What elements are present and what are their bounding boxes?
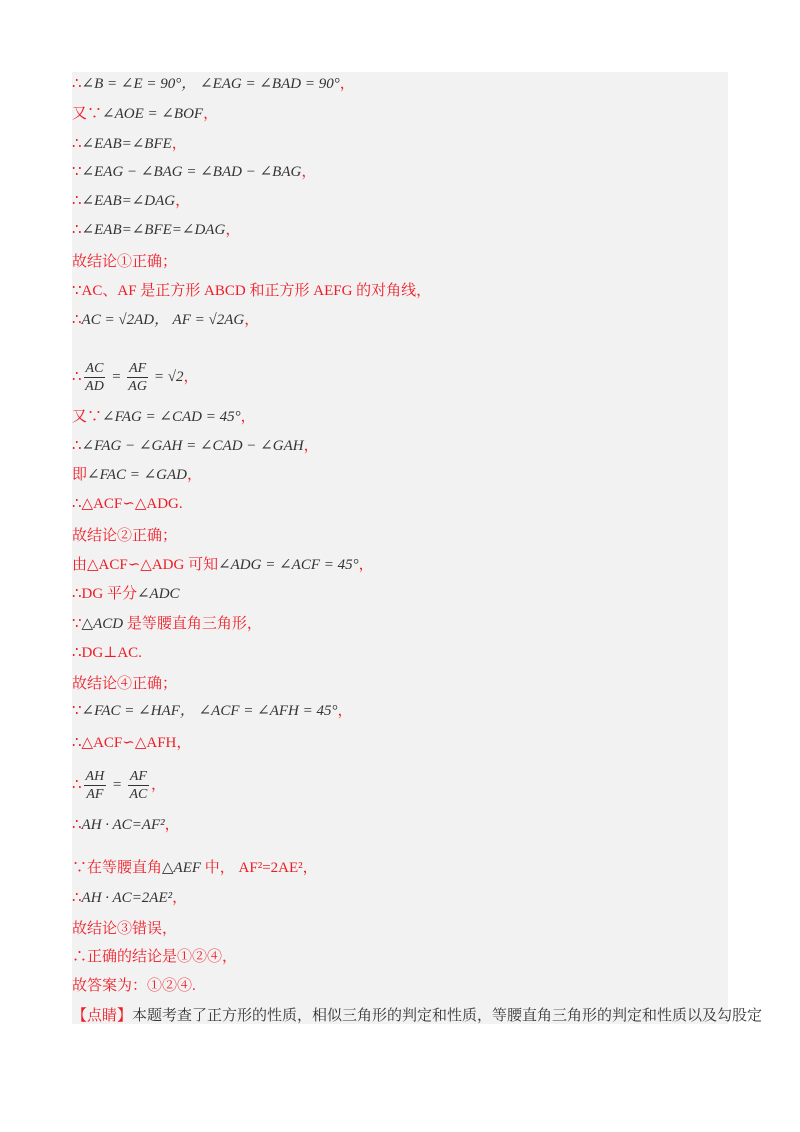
solution-line [72,858,728,878]
line-prefix: ∴ [72,890,82,906]
solution-line [72,360,728,395]
solution-line [72,134,728,154]
line-prefix: ∴ [72,136,82,152]
solution-line [72,407,728,427]
line-prefix: ∴ [72,193,82,209]
line-prefix: ∴DG⊥AC. [72,645,142,661]
solution-line [72,436,728,456]
fraction: $\frac{AC}{AD}$ [85,361,104,394]
line-prefix: 由△ACF∽△ADG 可知 [72,557,219,573]
fraction: $\frac{AF}{AC}$ [129,769,148,802]
solution-line [72,252,728,272]
math-expression: ∠ADG = ∠ACF = 45° [218,557,359,573]
line-prefix: ∴正确的结论是①②④， [72,949,238,965]
math-expression: ∠EAB=∠BFE [81,136,172,152]
solution-line [72,888,728,908]
solution-line [72,768,728,803]
math-expression: △AEF [162,860,202,876]
line-suffix: ， [240,409,256,425]
line-suffix: ， [164,817,180,833]
line-prefix: 故答案为：①②④. [72,978,196,994]
line-prefix: ∴△ACF∽△AFH， [72,735,192,751]
line-prefix: ∴ [72,776,82,793]
math-expression: $\frac{AH}{AF}$ = $\frac{AF}{AC}$ [85,769,148,802]
line-prefix: ∴ [72,76,82,92]
line-suffix: ， [203,106,219,122]
line-prefix: 故结论②正确； [72,528,178,544]
line-suffix: ， [301,164,317,180]
line-prefix: ∵在等腰直角 [72,860,163,876]
solution-line [72,494,728,514]
line-suffix: ， [150,776,166,793]
line-prefix: 即 [72,467,88,483]
solution-line [72,976,728,996]
solution-line [72,733,728,753]
math-expression: AH · AC=AF² [81,817,165,833]
dianjing-line [72,1006,763,1026]
solution-line [72,815,728,835]
solution-line [72,526,728,546]
solution-line [72,465,728,485]
math-expression: ∠EAB=∠DAG [81,193,176,209]
line-prefix: ∴DG 平分 [72,586,137,602]
line-prefix: 故结论③错误， [72,921,178,937]
line-suffix: ， [303,438,319,454]
line-prefix: 故结论①正确； [72,254,178,270]
line-suffix: ， [187,467,203,483]
line-prefix: 故结论④正确； [72,676,178,692]
line-prefix: 又∵ [72,106,103,122]
solution-line [72,162,728,182]
line-suffix: ， [225,222,241,238]
math-expression: △ACD [81,616,124,632]
math-expression: ∠FAC = ∠GAD [87,467,187,483]
line-prefix: ∵ [72,703,82,719]
math-expression: AC = √2AD， AF = √2AG [81,312,245,328]
line-suffix: ， [172,890,188,906]
line-suffix: ， [171,136,187,152]
solution-line [72,281,728,301]
math-expression: ∠B = ∠E = 90°， ∠EAG = ∠BAD = 90° [81,76,340,92]
solution-line [72,674,728,694]
line-suffix: 中， AF²=2AE²， [201,860,318,876]
math-expression: $\frac{AC}{AD}$ = $\frac{AF}{AG}$ = √2 [85,361,184,394]
solution-line [72,191,728,211]
solution-line [72,701,728,721]
line-prefix: ∵ [72,164,82,180]
line-prefix: ∵AC、AF 是正方形 ABCD 和正方形 AEFG 的对角线， [72,283,432,299]
line-prefix: ∴△ACF∽△ADG. [72,496,183,512]
line-suffix: ， [337,703,353,719]
math-expression: ∠FAC = ∠HAF， ∠ACF = ∠AFH = 45° [81,703,338,719]
line-suffix: ， [244,312,260,328]
math-expression: ∠FAG − ∠GAH = ∠CAD − ∠GAH [81,438,304,454]
line-suffix: ， [339,76,355,92]
line-prefix: 又∵ [72,409,103,425]
line-suffix: ， [183,368,199,385]
solution-line [72,555,728,575]
line-prefix: ∴ [72,368,82,385]
solution-panel [72,72,728,1024]
line-prefix: ∴ [72,438,82,454]
fraction: $\frac{AH}{AF}$ [85,769,105,802]
solution-line [72,643,728,663]
line-suffix: 是等腰直角三角形， [123,616,262,632]
solution-line [72,584,728,604]
solution-line [72,220,728,240]
math-expression: ∠ADC [136,586,180,602]
line-prefix: ∴ [72,312,82,328]
dianjing-text: 本题考查了正方形的性质，相似三角形的判定和性质，等腰直角三角形的判定和性质以及勾股定 [132,1008,763,1024]
solution-line [72,919,728,939]
line-suffix: ， [175,193,191,209]
solution-line [72,104,728,124]
math-expression: ∠FAG = ∠CAD = 45° [102,409,241,425]
math-expression: ∠EAG − ∠BAG = ∠BAD − ∠BAG [81,164,302,180]
line-prefix: ∴ [72,222,82,238]
fraction: $\frac{AF}{AG}$ [128,361,147,394]
math-expression: ∠EAB=∠BFE=∠DAG [81,222,226,238]
solution-line [72,947,728,967]
math-expression: ∠AOE = ∠BOF [102,106,204,122]
line-prefix: ∵ [72,616,82,632]
solution-line [72,614,728,634]
line-prefix: ∴ [72,817,82,833]
solution-line [72,310,728,330]
dianjing-tag: 【点睛】 [72,1008,133,1024]
math-expression: AH · AC=2AE² [81,890,173,906]
solution-line [72,74,728,94]
line-suffix: ， [358,557,374,573]
